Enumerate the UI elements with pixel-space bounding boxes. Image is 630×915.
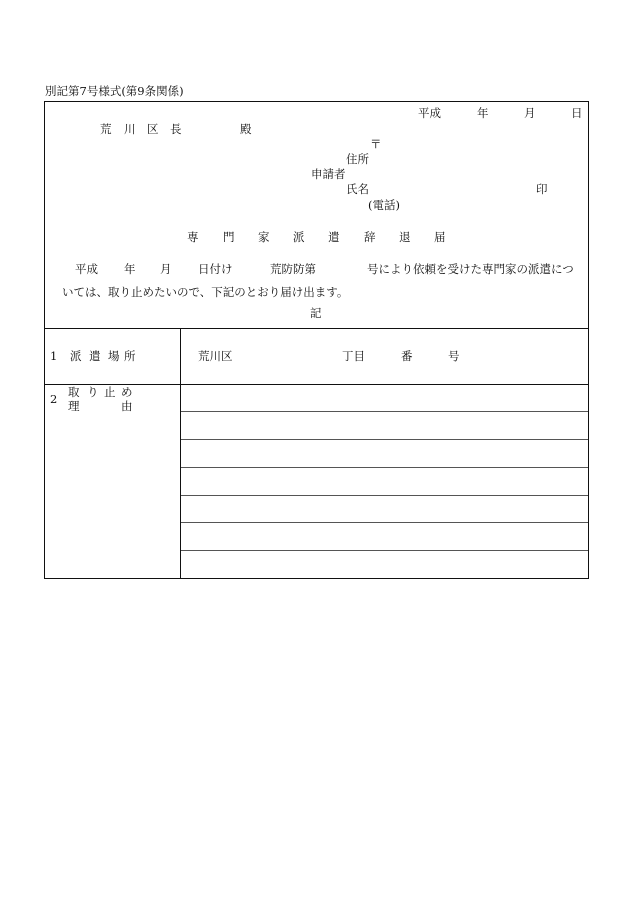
row2-label-char-5: 理 (68, 399, 80, 413)
row1-label-char-3: 場 (108, 349, 120, 363)
reason-line-2 (181, 439, 588, 440)
ki-label: 記 (310, 306, 322, 320)
addressee-char-1: 荒 (100, 122, 112, 136)
date-era: 平成 (418, 106, 441, 120)
title-char-8: 届 (434, 230, 446, 244)
row2-number: 2 (50, 392, 58, 406)
title-char-6: 辞 (364, 230, 376, 244)
row1-ward: 荒川区 (198, 349, 233, 363)
date-month: 月 (524, 106, 536, 120)
row1-chome: 丁目 (342, 349, 365, 363)
addressee-char-4: 長 (170, 122, 182, 136)
body-year: 年 (124, 262, 136, 276)
reason-line-4 (181, 495, 588, 496)
form-label: 別記第7号様式(第9条関係) (45, 84, 184, 98)
phone-label: (電話) (368, 198, 400, 212)
row2-label-char-6: 由 (121, 399, 133, 413)
body-era: 平成 (75, 262, 98, 276)
address-label: 住所 (346, 152, 369, 166)
date-year: 年 (477, 106, 489, 120)
row2-label-char-3: 止 (104, 385, 116, 399)
applicant-label: 申請者 (311, 167, 346, 181)
row1-go: 号 (448, 349, 460, 363)
table-column-divider (180, 329, 181, 578)
title-char-2: 門 (223, 230, 235, 244)
row1-label-char-2: 遣 (89, 349, 101, 363)
addressee-char-2: 川 (124, 122, 136, 136)
seal-mark: 印 (536, 182, 548, 196)
row2-label-char-4: め (121, 385, 133, 399)
body-line2: いては、取り止めたいので、下記のとおり届け出ます。 (62, 285, 349, 299)
reason-line-5 (181, 522, 588, 523)
body-line1-rest: 号により依頼を受けた専門家の派遣につ (367, 262, 574, 276)
detail-table (44, 328, 589, 579)
body-dated: 日付け (198, 262, 233, 276)
row2-label-char-2: り (87, 385, 99, 399)
row1-number: 1 (50, 349, 58, 363)
date-day: 日 (571, 106, 583, 120)
addressee-honorific: 殿 (240, 122, 252, 136)
addressee-char-3: 区 (147, 122, 159, 136)
title-char-7: 退 (399, 230, 411, 244)
name-label: 氏名 (346, 182, 369, 196)
row2-label-char-1: 取 (68, 385, 80, 399)
reason-line-6 (181, 550, 588, 551)
title-char-4: 派 (293, 230, 305, 244)
row1-label-char-4: 所 (124, 349, 136, 363)
title-char-1: 専 (187, 230, 199, 244)
row1-label-char-1: 派 (70, 349, 82, 363)
body-doc-no-prefix: 荒防防第 (270, 262, 316, 276)
body-month: 月 (160, 262, 172, 276)
title-char-3: 家 (258, 230, 270, 244)
title-char-5: 遣 (328, 230, 340, 244)
postal-mark: 〒 (370, 137, 382, 151)
row1-ban: 番 (401, 349, 413, 363)
reason-line-3 (181, 467, 588, 468)
reason-line-1 (181, 411, 588, 412)
